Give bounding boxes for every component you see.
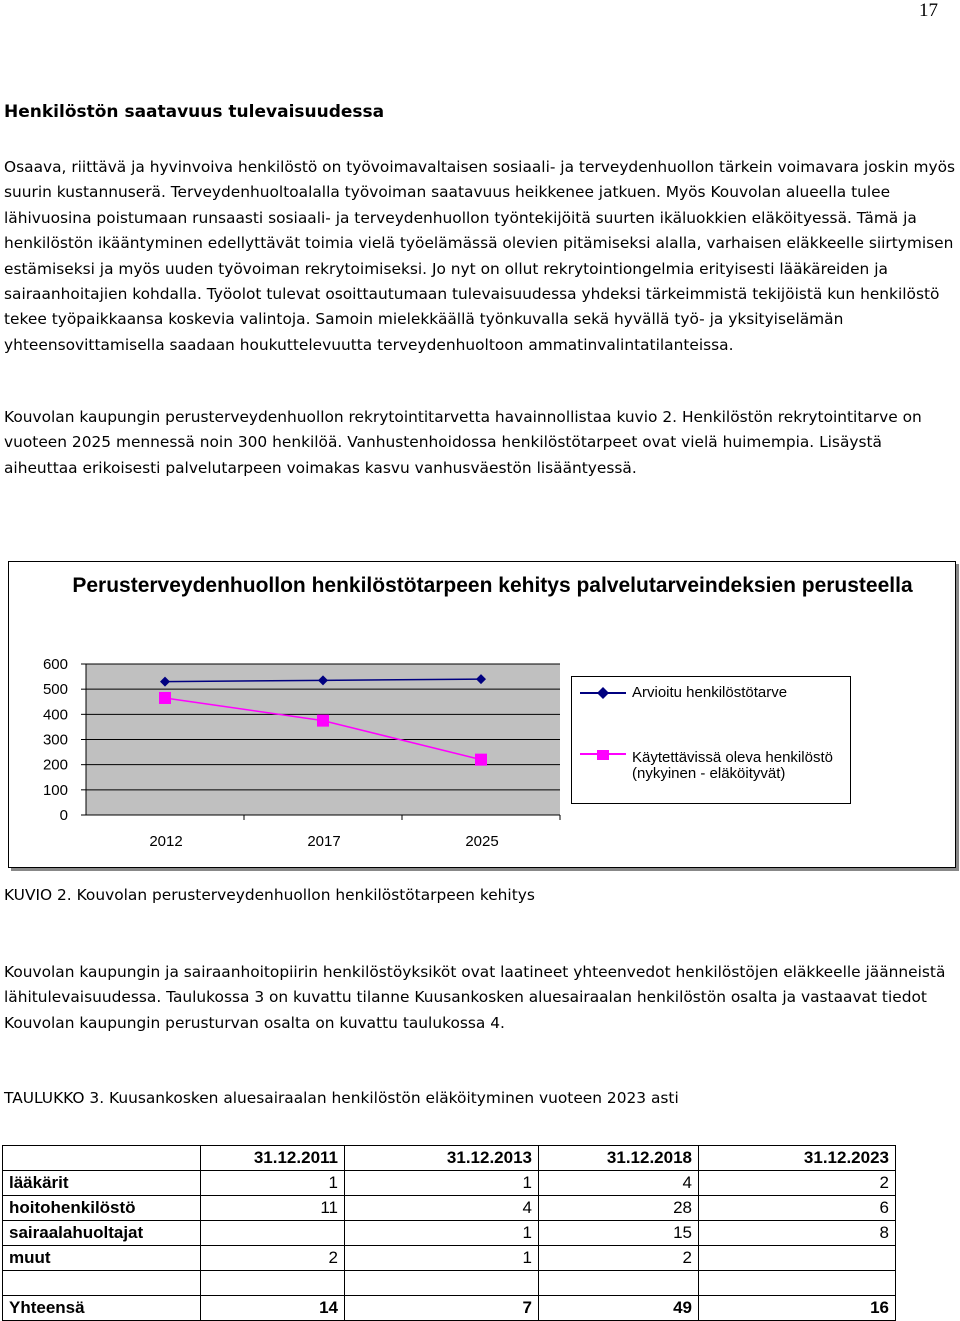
table-row xyxy=(3,1196,896,1221)
table-cell: 1 xyxy=(345,1171,539,1196)
table-cell: 2 xyxy=(699,1171,896,1196)
table-row-label: lääkärit xyxy=(3,1171,201,1196)
table-header-cell: 31.12.2023 xyxy=(699,1146,896,1171)
table-cell xyxy=(699,1271,896,1296)
table-header-cell: 31.12.2011 xyxy=(201,1146,345,1171)
table-cell: 8 xyxy=(699,1221,896,1246)
paragraph-intro: Osaava, riittävä ja hyvinvoiva henkilöstö on työvoimavaltaisen sosiaali- ja terveydenhuollon tärkein voimavara joskin myös suurin kustannuserä. Terveydenhuoltoalalla työvoiman saatavuus heikkenee jatkuen. Myös Kouvolan alueella tulee lähivuosina poistumaan runsaasti sosiaali- ja terveydenhuollon työntekijöitä suurten ikäluokkien eläköityessä. Tämä ja henkilöstön ikääntyminen edellyttävät toimia vielä työelämässä olevien pitämiseksi alalla, varhaisen eläkkeelle siirtymisen estämiseksi ja myös uuden työvoiman rekrytoimiseksi. Jo nyt on ollut rekrytointiongelmia erityisesti lääkäreiden ja sairaanhoitajien kohdalla. Työolot tulevat osoittautumaan tulevaisuudessa yhdeksi tärkeimmistä tekijöistä kun henkilöstö tekee työpaikkaansa koskevia valintoja. Samoin mielekkäällä työnkuvalla sekä hyvällä työ- ja yksityiselämän yhteensovittamisella saadaan houkuttelevuutta terveydenhuoltoon ammatinvalintatilanteissa. xyxy=(4,158,956,354)
table-cell xyxy=(201,1271,345,1296)
paragraph-recruitment: Kouvolan kaupungin perusterveydenhuollon rekrytointitarvetta havainnollistaa kuvio 2. Henkilöstön rekrytointitarve on vuoteen 2025 mennessä noin 300 henkilöä. Vanhustenhoidossa henkilöstötarpeet ovat vielä huimempia. Lisäystä aiheuttaa erikoisesti palvelutarpeen voimakas kasvu vanhusväestön lisääntyessä. xyxy=(4,408,922,477)
table-header-cell: 31.12.2018 xyxy=(539,1146,699,1171)
table-cell: 1 xyxy=(345,1221,539,1246)
table-row xyxy=(3,1221,896,1246)
chart-title: Perusterveydenhuollon henkilöstötarpeen kehitys palvelutarveindeksien perusteella xyxy=(72,574,913,597)
table-spacer-row xyxy=(3,1271,896,1296)
section-heading: Henkilöstön saatavuus tulevaisuudessa xyxy=(4,102,385,122)
table-row-label: hoitohenkilöstö xyxy=(3,1196,201,1221)
table-total-cell: 16 xyxy=(699,1296,896,1321)
table-caption: TAULUKKO 3. Kuusankosken aluesairaalan henkilöstön eläköityminen vuoteen 2023 asti xyxy=(4,1089,679,1107)
y-tick-label: 500 xyxy=(42,681,68,699)
chart-legend xyxy=(571,676,851,804)
table-total-cell: 49 xyxy=(539,1296,699,1321)
table-cell: 4 xyxy=(345,1196,539,1221)
table-cell: 28 xyxy=(539,1196,699,1221)
data-point-square xyxy=(317,715,329,727)
table-total-cell: 7 xyxy=(345,1296,539,1321)
table-cell: 6 xyxy=(699,1196,896,1221)
figure-caption: KUVIO 2. Kouvolan perusterveydenhuollon henkilöstötarpeen kehitys xyxy=(4,886,535,904)
table-row-label: muut xyxy=(3,1246,201,1271)
table-cell xyxy=(345,1271,539,1296)
table-cell: 4 xyxy=(539,1171,699,1196)
table-header-cell: 31.12.2013 xyxy=(345,1146,539,1171)
legend-label-kaytettavissa: Käytettävissä oleva henkilöstö (nykyinen - eläköityvät) xyxy=(632,749,833,782)
table-row-label: sairaalahuoltajat xyxy=(3,1221,201,1246)
table-row xyxy=(3,1171,896,1196)
table-cell: 2 xyxy=(201,1246,345,1271)
y-tick-label: 0 xyxy=(59,807,68,824)
table-total-cell: 14 xyxy=(201,1296,345,1321)
data-point-square xyxy=(475,754,487,766)
table-cell xyxy=(539,1271,699,1296)
table-cell: 15 xyxy=(539,1221,699,1246)
table-cell: 1 xyxy=(345,1246,539,1271)
data-point-square xyxy=(159,692,171,704)
table-cell xyxy=(201,1221,345,1246)
table-cell: 2 xyxy=(539,1246,699,1271)
y-tick-label: 400 xyxy=(42,706,68,724)
table-header-cell xyxy=(3,1146,201,1171)
retirement-table xyxy=(2,1145,896,1321)
legend-swatch-diamond-icon xyxy=(578,685,628,701)
y-tick-label: 300 xyxy=(42,731,68,749)
legend-label-arvioitu: Arvioitu henkilöstötarve xyxy=(632,684,788,701)
y-tick-label: 200 xyxy=(42,756,68,774)
table-total-row xyxy=(3,1296,896,1321)
table-header-row xyxy=(3,1146,896,1171)
page-number: 17 xyxy=(919,0,938,21)
table-cell xyxy=(699,1246,896,1271)
y-tick-label: 100 xyxy=(42,781,68,799)
table-total-label: Yhteensä xyxy=(3,1296,201,1321)
x-tick-label: 2025 xyxy=(465,833,499,850)
table-cell: 1 xyxy=(201,1171,345,1196)
legend-swatch-square-icon xyxy=(578,750,628,766)
y-tick-label: 600 xyxy=(42,656,68,673)
paragraph-retirement: Kouvolan kaupungin ja sairaanhoitopiirin henkilöstöyksiköt ovat laatineet yhteenvedot henkilöstöjen eläkkeelle jäänneistä lähitulevaisuudessa. Taulukossa 3 on kuvattu tilanne Kuusankosken aluesairaalan henkilöstön osalta ja vastaavat tiedot Kouvolan kaupungin perusturvan osalta on kuvattu taulukossa 4. xyxy=(4,963,946,1032)
table-cell: 11 xyxy=(201,1196,345,1221)
table-cell xyxy=(3,1271,201,1296)
table-row xyxy=(3,1246,896,1271)
x-tick-label: 2017 xyxy=(307,833,341,850)
x-tick-label: 2012 xyxy=(149,833,183,850)
